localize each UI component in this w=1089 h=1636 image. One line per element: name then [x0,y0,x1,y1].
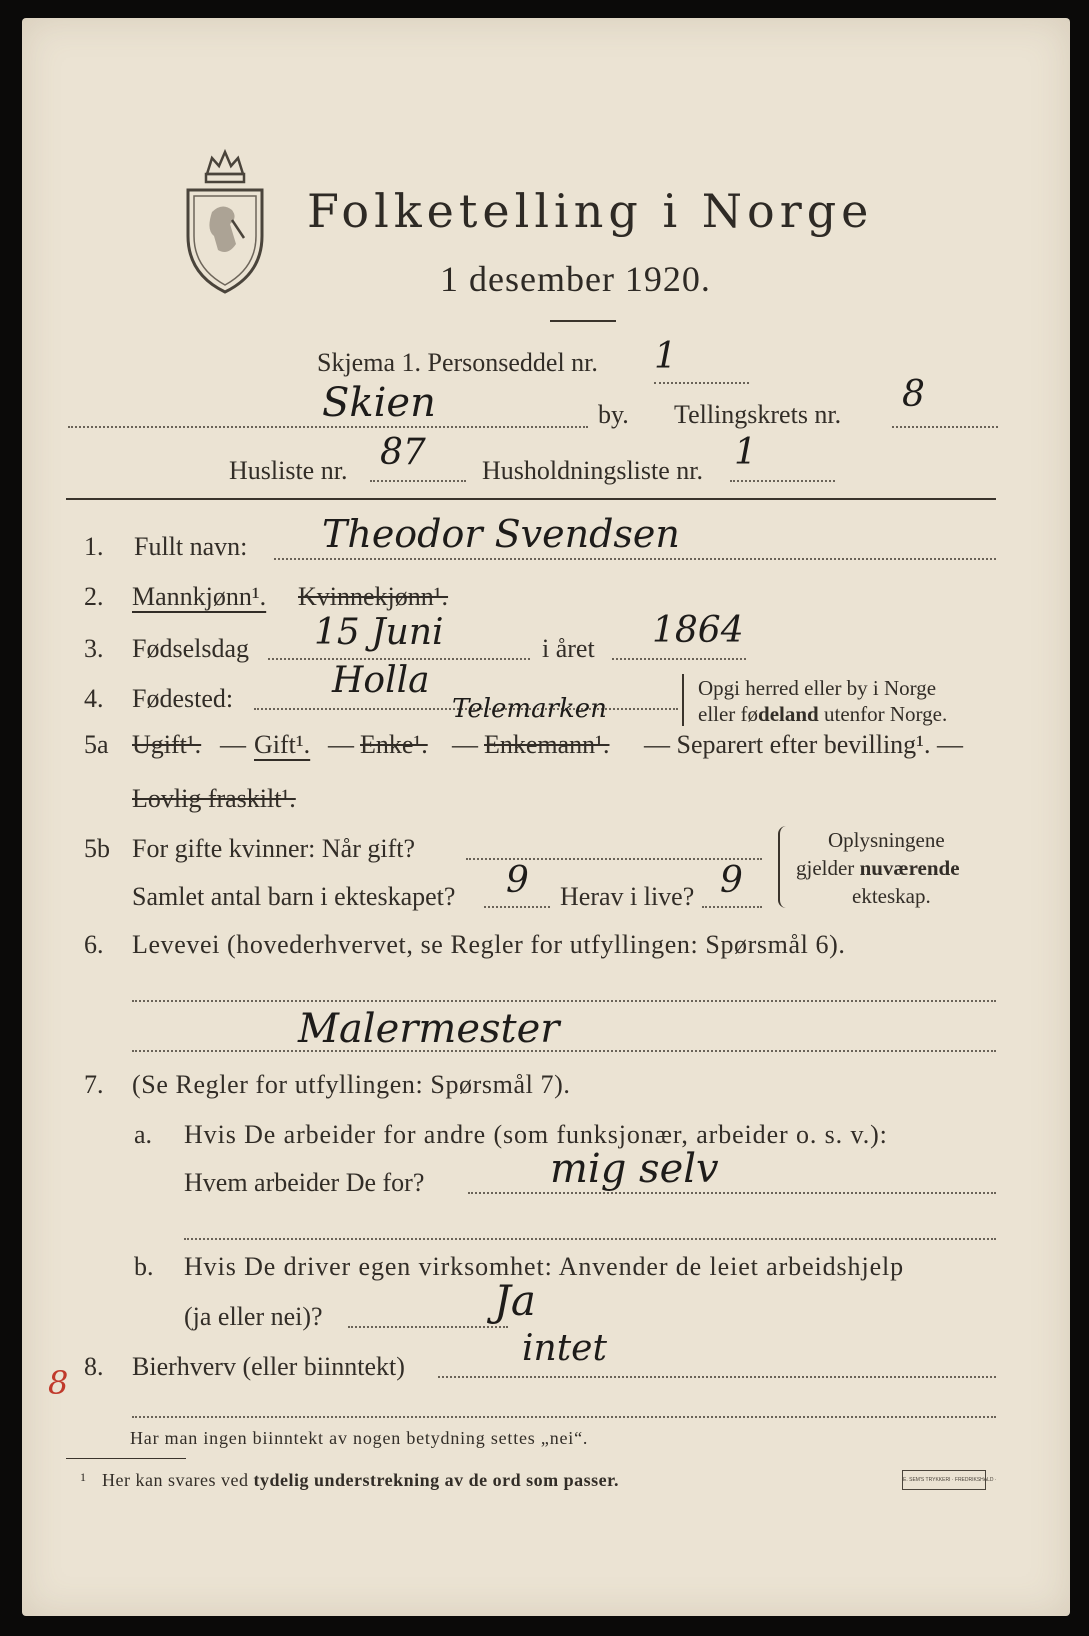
q1-label: Fullt navn: [134,532,248,561]
husholdning-value[interactable]: 1 [734,432,757,473]
q8-line2 [132,1416,996,1418]
printer-stamp: E. SEM'S TRYKKERI · FREDRIKSHALD · [902,1470,986,1490]
q7a-employer[interactable]: mig selv [550,1146,719,1192]
q2-number: 2. [84,582,104,611]
q5a-sep1: — [220,730,246,759]
q7b-answer[interactable]: Ja [494,1276,536,1325]
q5b-number: 5b [84,834,110,863]
skjema-label: Skjema 1. Personseddel nr. [317,348,598,377]
personseddel-line [654,382,749,384]
q1-full-name[interactable]: Theodor Svendsen [322,512,680,556]
margin-red-mark: 8 [48,1364,69,1402]
q3-year-line [612,658,746,660]
q7b-line [348,1326,508,1328]
q7b-number: b. [134,1252,154,1281]
personseddel-value[interactable]: 1 [654,336,677,377]
q5a-gift[interactable]: Gift¹. [254,730,311,759]
q5b-ilive-value[interactable]: 9 [720,860,743,901]
husliste-value[interactable]: 87 [380,432,426,473]
tellingskrets-line [892,426,998,428]
q4-birthplace-region[interactable]: Telemarken [452,694,607,724]
q4-birthplace[interactable]: Holla [332,660,430,701]
q8-number: 8. [84,1352,104,1381]
by-label: by. [598,400,629,429]
q5b-barn-line [484,906,550,908]
city-value[interactable]: Skien [322,380,436,426]
footnote-number: 1 [80,1470,86,1484]
q7a-question: Hvem arbeider De for? [184,1168,425,1197]
census-form [22,18,1070,1616]
q6-line2 [132,1050,996,1052]
q5a-sep2: — [328,730,354,759]
tellingskrets-value[interactable]: 8 [902,374,925,415]
q7a-line [468,1192,996,1194]
q7b-text: Hvis De driver egen virksomhet: Anvender de leiet arbeidshjelp [184,1252,905,1281]
q5b-note-bracket [778,826,788,908]
q2-male[interactable]: Mannkjønn¹. [132,582,267,611]
q8-label: Bierhverv (eller biinntekt) [132,1352,405,1381]
q6-line1 [132,1000,996,1002]
q5a-number: 5a [84,730,109,759]
q4-note-line2: eller fødeland utenfor Norge. [698,702,948,726]
norwegian-coat-of-arms-icon [182,146,268,296]
city-line [68,426,588,428]
q5b-label: For gifte kvinner: Når gift? [132,834,416,863]
q7a-line2 [184,1238,996,1240]
q7b-question: (ja eller nei)? [184,1302,323,1331]
q3-year-label: i året [542,634,595,663]
q3-day-value[interactable]: 15 Juni [314,612,444,653]
q5b-note-line1: Oplysningene [828,828,945,852]
q2-female[interactable]: Kvinnekjønn¹. [298,582,449,611]
form-title: Folketelling i Norge [307,184,874,238]
q1-line [274,558,996,560]
title-divider [550,320,616,322]
q5b-note-line2: gjelder nuværende [796,856,960,880]
q5a-ugift[interactable]: Ugift¹. [132,730,202,759]
form-date: 1 desember 1920. [440,259,711,299]
footnote-text: Her kan svares ved tydelig understrekning av de ord som passer. [102,1470,619,1490]
q5b-barn-label: Samlet antal barn i ekteskapet? [132,882,456,911]
q4-label: Fødested: [132,684,234,713]
husliste-label: Husliste nr. [229,456,348,485]
q5a-enke[interactable]: Enke¹. [360,730,428,759]
header-rule [66,498,996,500]
q3-number: 3. [84,634,104,663]
q4-note-line1: Opgi herred eller by i Norge [698,676,937,700]
q6-number: 6. [84,930,104,959]
q7a-text: Hvis De arbeider for andre (som funksjonær, arbeider o. s. v.): [184,1120,888,1149]
q5a-enkemann[interactable]: Enkemann¹. [484,730,610,759]
q5a-separert[interactable]: — Separert efter bevilling¹. — [644,730,963,759]
footnote-rule [66,1458,186,1459]
husholdning-label: Husholdningsliste nr. [482,456,704,485]
q7a-number: a. [134,1120,153,1149]
q8-line [438,1376,996,1378]
q6-label: Levevei (hovederhvervet, se Regler for utfyllingen: Spørsmål 6). [132,930,846,959]
q4-number: 4. [84,684,104,713]
q6-occupation[interactable]: Malermester [298,1006,560,1052]
q1-number: 1. [84,532,104,561]
q3-year-value[interactable]: 1864 [652,610,744,651]
q5b-ilive-line [702,906,762,908]
q5b-barn-value[interactable]: 9 [506,860,529,901]
q3-label: Fødselsdag [132,634,249,663]
tellingskrets-label: Tellingskrets nr. [674,400,842,429]
q8-value[interactable]: intet [522,1328,607,1369]
q5a-lovlig-fraskilt[interactable]: Lovlig fraskilt¹. [132,784,296,813]
q7-label: (Se Regler for utfyllingen: Spørsmål 7). [132,1070,571,1099]
husliste-line [370,480,466,482]
q5b-note-line3: ekteskap. [852,884,931,908]
q7-number: 7. [84,1070,104,1099]
q5b-ilive-label: Herav i live? [560,882,695,911]
husholdning-line [730,480,835,482]
q5a-sep3: — [452,730,478,759]
q4-note-bracket [682,674,686,726]
nei-instruction: Har man ingen biinntekt av nogen betydning settes „nei“. [130,1428,589,1448]
